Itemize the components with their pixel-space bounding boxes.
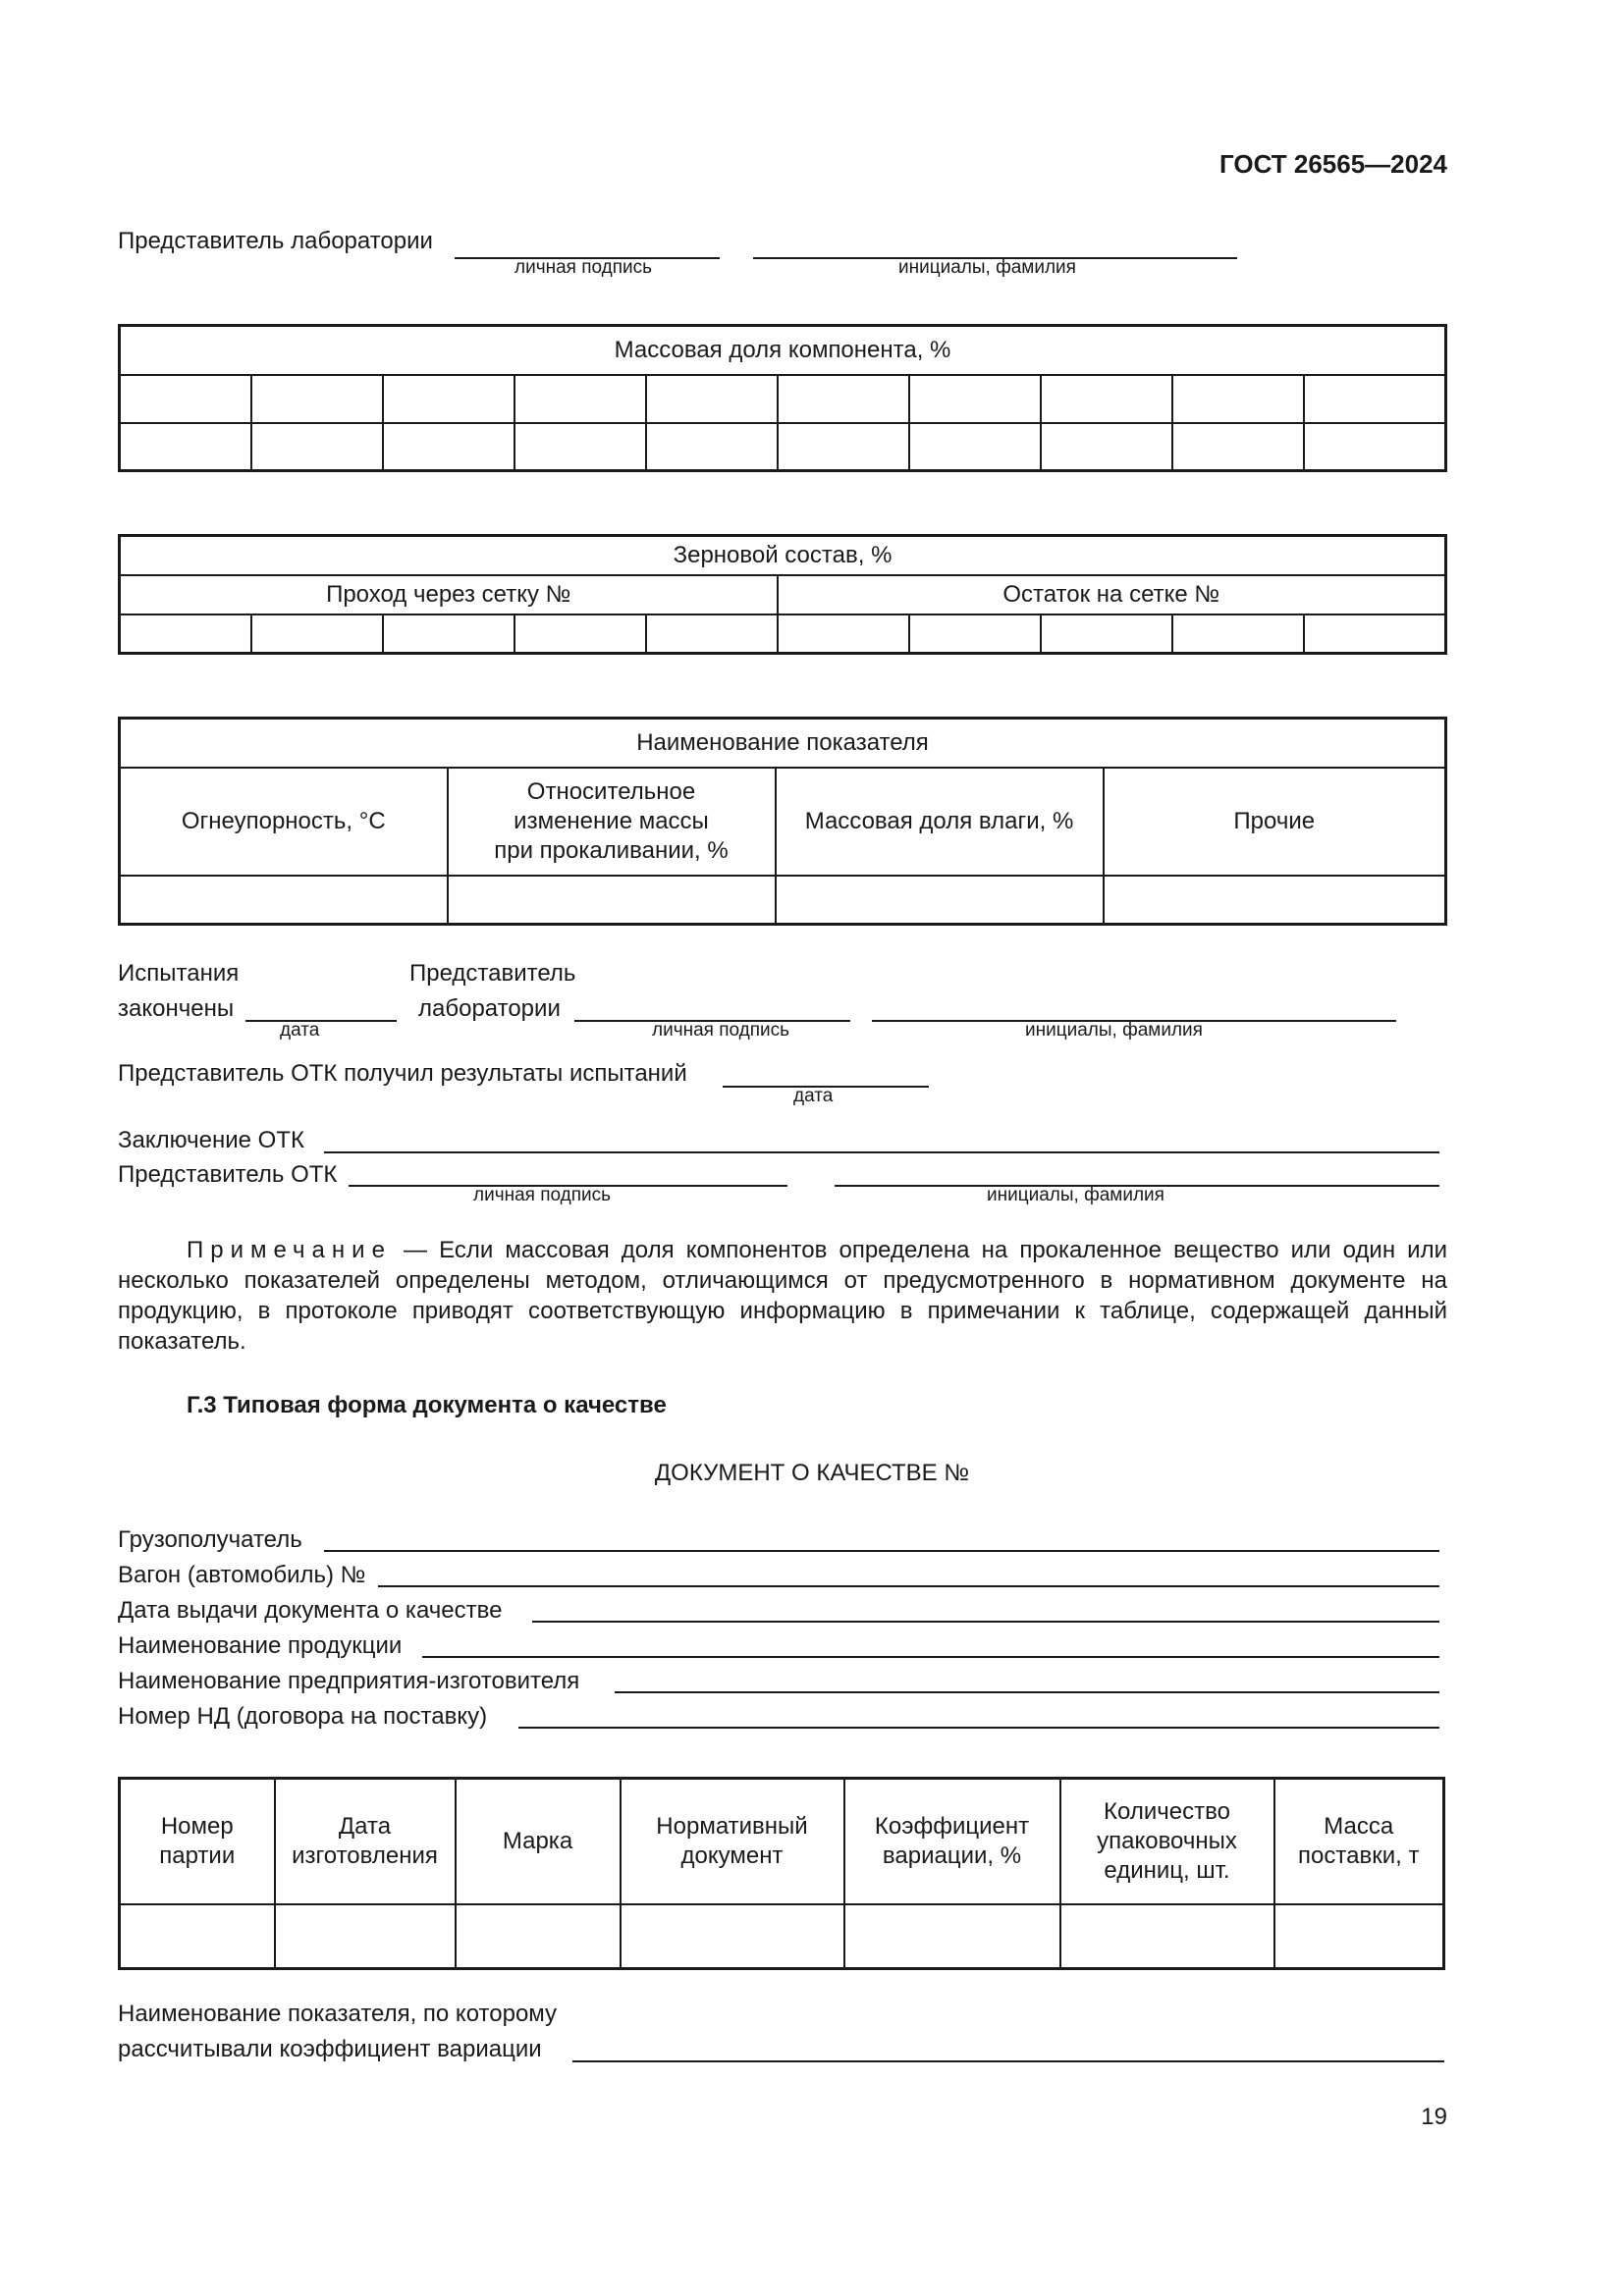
table-cell[interactable]	[1041, 375, 1172, 423]
section-heading: Г.3 Типовая форма документа о качестве	[187, 1392, 667, 1418]
table-cell[interactable]	[120, 423, 251, 471]
header-line: документ	[680, 1842, 784, 1869]
tests-rep-label-1: Представитель	[409, 960, 576, 987]
table-cell[interactable]	[456, 1904, 621, 1969]
nd-number-line[interactable]	[518, 1727, 1439, 1729]
table-cell[interactable]	[514, 423, 646, 471]
wagon-label: Вагон (автомобиль) №	[118, 1562, 366, 1588]
tests-label-2: закончены	[118, 995, 235, 1022]
table-cell[interactable]	[778, 423, 909, 471]
header-line: Коэффициент	[874, 1812, 1030, 1840]
product-line[interactable]	[422, 1656, 1439, 1658]
wagon-line[interactable]	[378, 1585, 1439, 1587]
indicator-table	[118, 717, 1447, 926]
name-hint: инициалы, фамилия	[987, 1185, 1164, 1205]
normative-doc-header	[621, 1779, 844, 1904]
otk-conclusion-label: Заключение ОТК	[118, 1127, 304, 1153]
table-cell[interactable]	[120, 614, 251, 654]
grain-composition-table	[118, 534, 1447, 655]
tests-date-line[interactable]	[245, 1020, 397, 1022]
table-cell[interactable]	[1304, 375, 1446, 423]
table-cell[interactable]	[776, 876, 1104, 925]
component-mass-title: Массовая доля компонента, %	[120, 326, 1446, 375]
table-cell[interactable]	[120, 375, 251, 423]
name-hint: инициалы, фамилия	[1025, 1020, 1203, 1041]
table-cell[interactable]	[1304, 614, 1446, 654]
header-line: Номер	[160, 1812, 234, 1840]
header-line: Масса	[1324, 1812, 1394, 1840]
delivery-mass-header	[1274, 1779, 1444, 1904]
header-line: единиц, шт.	[1104, 1856, 1230, 1884]
table-cell[interactable]	[383, 614, 514, 654]
header-line: Относительное	[526, 777, 696, 805]
table-cell[interactable]	[909, 375, 1041, 423]
header-line: упаковочных	[1097, 1827, 1237, 1854]
document-title: ДОКУМЕНТ О КАЧЕСТВЕ №	[654, 1460, 970, 1486]
table-cell[interactable]	[275, 1904, 456, 1969]
packing-units-header	[1060, 1779, 1274, 1904]
table-cell[interactable]	[844, 1904, 1060, 1969]
table-cell[interactable]	[448, 876, 776, 925]
table-cell[interactable]	[514, 614, 646, 654]
table-cell[interactable]	[778, 375, 909, 423]
header-line: вариации, %	[882, 1842, 1022, 1869]
manufacture-date-header	[275, 1779, 456, 1904]
standard-number: ГОСТ 26565—2024	[1219, 149, 1447, 179]
table-cell[interactable]	[1104, 876, 1446, 925]
grade-header: Марка	[456, 1779, 621, 1904]
tests-label-1: Испытания	[118, 960, 240, 987]
note-text: — Если массовая доля компонентов определена на прокаленное вещество или один или несколько показателей определены методом, отличающимся от предусмотренного в нормативном документе на продукцию, в протоколе приводят соответствующую информацию в примечании к таблице, содержащей данный показатель.	[118, 1237, 1447, 1355]
table-cell[interactable]	[251, 423, 383, 471]
header-line: изменение массы	[514, 807, 709, 834]
table-cell[interactable]	[909, 614, 1041, 654]
table-cell[interactable]	[1304, 423, 1446, 471]
component-mass-table	[118, 324, 1447, 472]
page-number: 19	[1421, 2104, 1447, 2130]
product-label: Наименование продукции	[118, 1632, 403, 1659]
signature-hint: личная подпись	[473, 1185, 612, 1205]
variation-label-2: рассчитывали коэффициент вариации	[118, 2036, 542, 2062]
table-cell[interactable]	[1172, 375, 1304, 423]
table-cell[interactable]	[1172, 614, 1304, 654]
otk-conclusion-line[interactable]	[324, 1151, 1439, 1153]
moisture-header: Массовая доля влаги, %	[776, 768, 1104, 876]
residue-header: Остаток на сетке №	[778, 575, 1446, 614]
mass-change-header	[448, 768, 776, 876]
table-cell[interactable]	[1060, 1904, 1274, 1969]
table-cell[interactable]	[251, 614, 383, 654]
variation-label-1: Наименование показателя, по которому	[118, 2001, 558, 2027]
header-line: изготовления	[292, 1842, 438, 1869]
otk-rep-label: Представитель ОТК	[118, 1161, 338, 1188]
table-cell[interactable]	[1274, 1904, 1444, 1969]
signature-hint: личная подпись	[652, 1020, 790, 1041]
note-label: Примечание	[187, 1237, 392, 1263]
date-hint: дата	[280, 1020, 320, 1041]
date-hint: дата	[793, 1086, 834, 1106]
table-cell[interactable]	[1172, 423, 1304, 471]
issue-date-label: Дата выдачи документа о качестве	[118, 1597, 503, 1624]
nd-number-label: Номер НД (договора на поставку)	[118, 1703, 488, 1730]
table-cell[interactable]	[1041, 423, 1172, 471]
indicator-title: Наименование показателя	[120, 719, 1446, 768]
otk-received-label: Представитель ОТК получил результаты испытаний	[118, 1060, 687, 1087]
refractoriness-header: Огнеупорность, °С	[120, 768, 448, 876]
table-cell[interactable]	[383, 423, 514, 471]
manufacturer-label: Наименование предприятия-изготовителя	[118, 1668, 580, 1694]
table-cell[interactable]	[909, 423, 1041, 471]
consignee-label: Грузополучатель	[118, 1526, 302, 1553]
pass-through-header: Проход через сетку №	[120, 575, 778, 614]
lab-rep-label: Представитель лаборатории	[118, 228, 433, 254]
batch-number-header	[120, 1779, 275, 1904]
table-cell[interactable]	[646, 375, 778, 423]
issue-date-line[interactable]	[532, 1621, 1439, 1623]
header-line: поставки, т	[1298, 1842, 1420, 1869]
header-line: Дата	[338, 1812, 392, 1840]
table-cell[interactable]	[514, 375, 646, 423]
consignee-line[interactable]	[324, 1550, 1439, 1552]
table-cell[interactable]	[778, 614, 909, 654]
grain-title: Зерновой состав, %	[120, 536, 1446, 575]
other-header: Прочие	[1104, 768, 1446, 876]
table-cell[interactable]	[1041, 614, 1172, 654]
table-cell[interactable]	[646, 423, 778, 471]
table-cell[interactable]	[621, 1904, 844, 1969]
variation-line[interactable]	[572, 2060, 1444, 2062]
variation-coef-header	[844, 1779, 1060, 1904]
signature-hint: личная подпись	[514, 257, 653, 278]
quality-table	[118, 1777, 1445, 1970]
table-cell[interactable]	[646, 614, 778, 654]
header-line: партии	[159, 1842, 236, 1869]
manufacturer-line[interactable]	[615, 1691, 1439, 1693]
table-cell[interactable]	[120, 876, 448, 925]
table-cell[interactable]	[120, 1904, 275, 1969]
note-paragraph	[118, 1235, 1447, 1357]
table-cell[interactable]	[251, 375, 383, 423]
table-cell[interactable]	[383, 375, 514, 423]
header-line: при прокаливании, %	[494, 836, 729, 864]
tests-rep-label-2: лаборатории	[418, 995, 561, 1022]
header-line: Количество	[1104, 1797, 1230, 1825]
header-line: Нормативный	[656, 1812, 808, 1840]
name-hint: инициалы, фамилия	[898, 257, 1076, 278]
